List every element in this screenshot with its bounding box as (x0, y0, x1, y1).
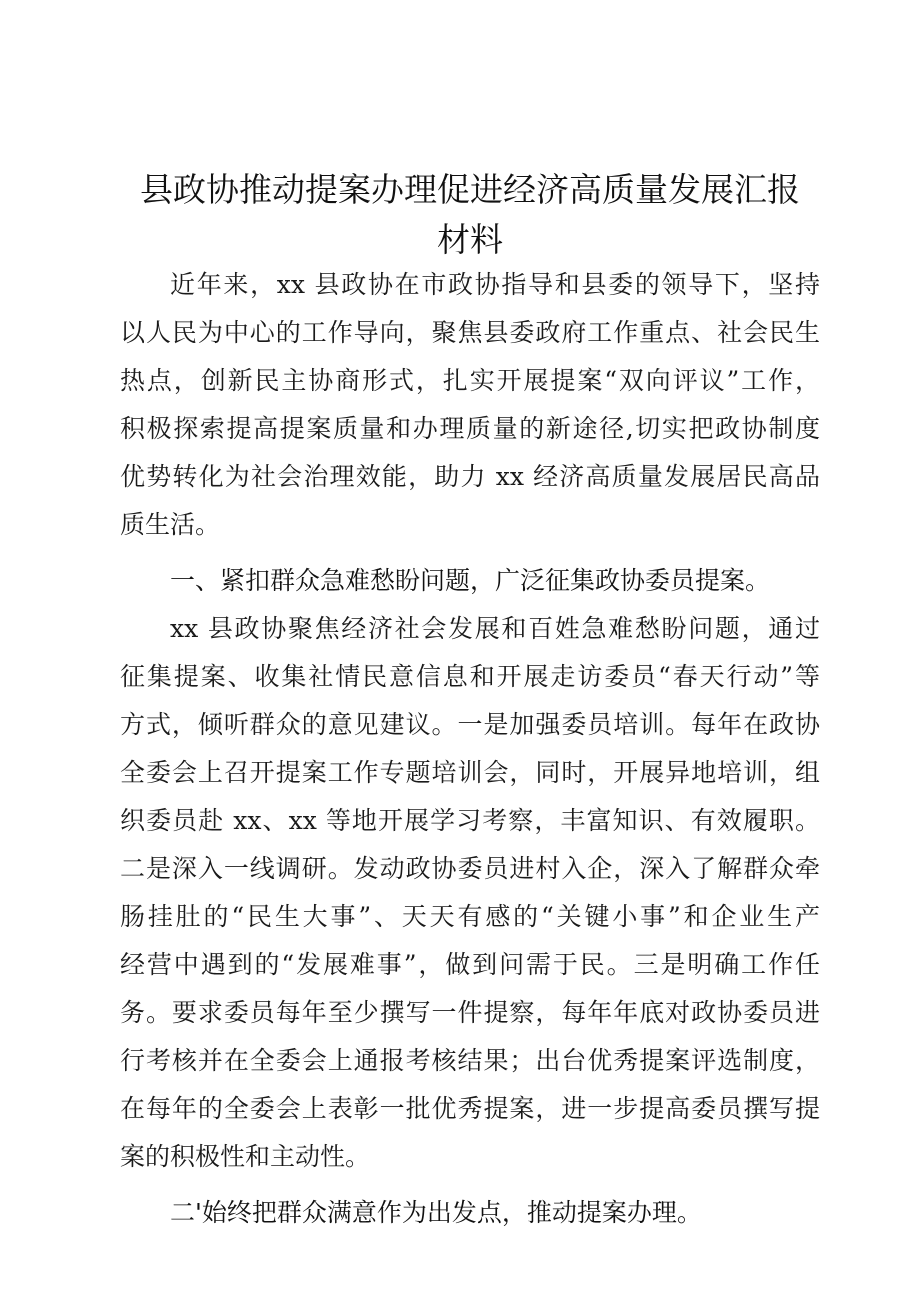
intro-line: 积极探索提高提案质量和办理质量的新途径,切实把政协制度 (120, 414, 820, 443)
section-1-line: 征集提案、收集社情民意信息和开展走访委员“春天行动”等 (120, 662, 820, 691)
section-1-line: 织委员赴 xx、xx 等地开展学习考察，丰富知识、有效履职。 (120, 806, 820, 835)
intro-line: 热点，创新民主协商形式，扎实开展提案“双向评议”工作， (120, 366, 820, 395)
section-1-heading: 一、紧扣群众急难愁盼问题，广泛征集政协委员提案。 (170, 566, 771, 595)
section-1-line: 行考核并在全委会上通报考核结果；出台优秀提案评选制度， (120, 1046, 820, 1075)
section-1-line: 肠挂肚的“民生大事”、天天有感的“关键小事”和企业生产 (120, 902, 820, 931)
section-1-line: 务。要求委员每年至少撰写一件提察，每年年底对政协委员进 (120, 998, 820, 1027)
section-1-line: 二是深入一线调研。发动政协委员进村入企，深入了解群众牵 (120, 854, 820, 883)
section-1-line: 案的积极性和主动性。 (120, 1142, 371, 1171)
intro-line: 以人民为中心的工作导向，聚焦县委政府工作重点、社会民生 (120, 318, 820, 347)
section-2-heading: 二'始终把群众满意作为出发点，推动提案办理。 (170, 1198, 702, 1227)
section-1-line: 方式，倾听群众的意见建议。一是加强委员培训。每年在政协 (120, 710, 820, 739)
section-1-line: 在每年的全委会上表彰一批优秀提案，进一步提高委员撰写提 (120, 1094, 820, 1123)
section-1-line: xx 县政协聚焦经济社会发展和百姓急难愁盼问题，通过 (170, 614, 820, 643)
document-title-line-1: 县政协推动提案办理促进经济高质量发展汇报 (140, 170, 800, 209)
section-1-line: 全委会上召开提案工作专题培训会，同时，开展异地培训，组 (120, 758, 820, 787)
intro-line: 质生活。 (120, 510, 221, 539)
intro-line: 近年来，xx 县政协在市政协指导和县委的领导下，坚持 (170, 270, 820, 299)
document-title-line-2: 材料 (437, 220, 503, 259)
intro-line: 优势转化为社会治理效能，助力 xx 经济高质量发展居民高品 (120, 462, 820, 491)
section-1-line: 经营中遇到的“发展难事”，做到问需于民。三是明确工作任 (120, 950, 820, 979)
